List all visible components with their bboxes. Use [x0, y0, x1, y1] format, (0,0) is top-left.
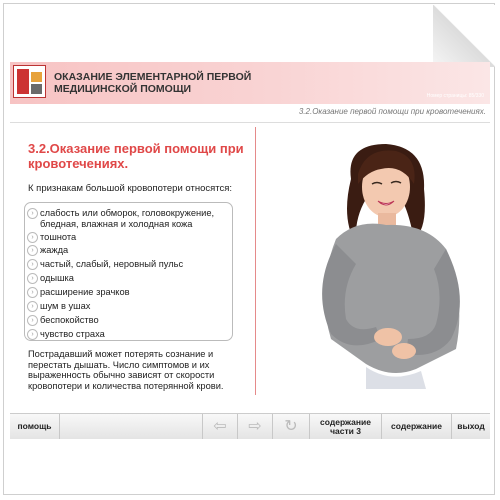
page-curl [433, 5, 495, 67]
list-item: › одышка [40, 273, 74, 284]
bullet-arrow-icon: › [27, 329, 38, 340]
bullet-arrow-icon: › [27, 315, 38, 326]
list-item: › слабость или обморок, головокружение, бледная, влажная и холодная кожа [40, 208, 225, 230]
bullet-arrow-icon: › [27, 259, 38, 270]
breadcrumb: 3.2.Оказание первой помощи при кровотечениях. [298, 107, 486, 116]
text-panel [10, 127, 256, 395]
arrow-right-icon[interactable]: ⇨ [238, 414, 273, 439]
outro-text: Пострадавший может потерять сознание и перестать дышать. Число симптомов и их выраженность обычно зависят от скорости кровопотери и количества потерянной крови. [28, 349, 224, 391]
woman-in-pain-photo [296, 139, 476, 389]
bullet-arrow-icon: › [27, 232, 38, 243]
page-title: 3.2.Оказание первой помощи при кровотечениях. [28, 141, 244, 171]
list-item: › шум в ушах [40, 301, 90, 312]
navigation-toolbar [10, 413, 490, 439]
reload-icon[interactable]: ↻ [273, 414, 310, 439]
bullet-arrow-icon: › [27, 287, 38, 298]
page-number: Номер страницы: 85/330 [426, 93, 484, 99]
list-item: › беспокойство [40, 315, 99, 326]
help-button[interactable]: помощь [10, 414, 60, 439]
part-contents-button[interactable]: содержание части 3 [310, 414, 382, 439]
list-item: › жажда [40, 245, 68, 256]
breadcrumb-bar [10, 104, 490, 123]
list-item: › расширение зрачков [40, 287, 130, 298]
course-title: ОКАЗАНИЕ ЭЛЕМЕНТАРНОЙ ПЕРВОЙ МЕДИЦИНСКОЙ ПОМОЩИ [54, 71, 252, 95]
header-bar [10, 62, 490, 104]
bullet-arrow-icon: › [27, 208, 38, 219]
arrow-left-icon[interactable]: ⇦ [203, 414, 238, 439]
intro-text: К признакам большой кровопотери относятся: [28, 183, 233, 194]
list-item: › чувство страха [40, 329, 105, 340]
content-area [10, 127, 494, 397]
list-item: › частый, слабый, неровный пульс [40, 259, 183, 270]
toolbar-spacer [60, 414, 203, 439]
bullet-arrow-icon: › [27, 273, 38, 284]
symptom-list [24, 202, 233, 341]
contents-button[interactable]: содержание [382, 414, 452, 439]
medical-logo-icon [13, 65, 46, 98]
exit-button[interactable]: выход [457, 421, 485, 431]
list-item: › тошнота [40, 232, 76, 243]
bullet-arrow-icon: › [27, 245, 38, 256]
bullet-arrow-icon: › [27, 301, 38, 312]
